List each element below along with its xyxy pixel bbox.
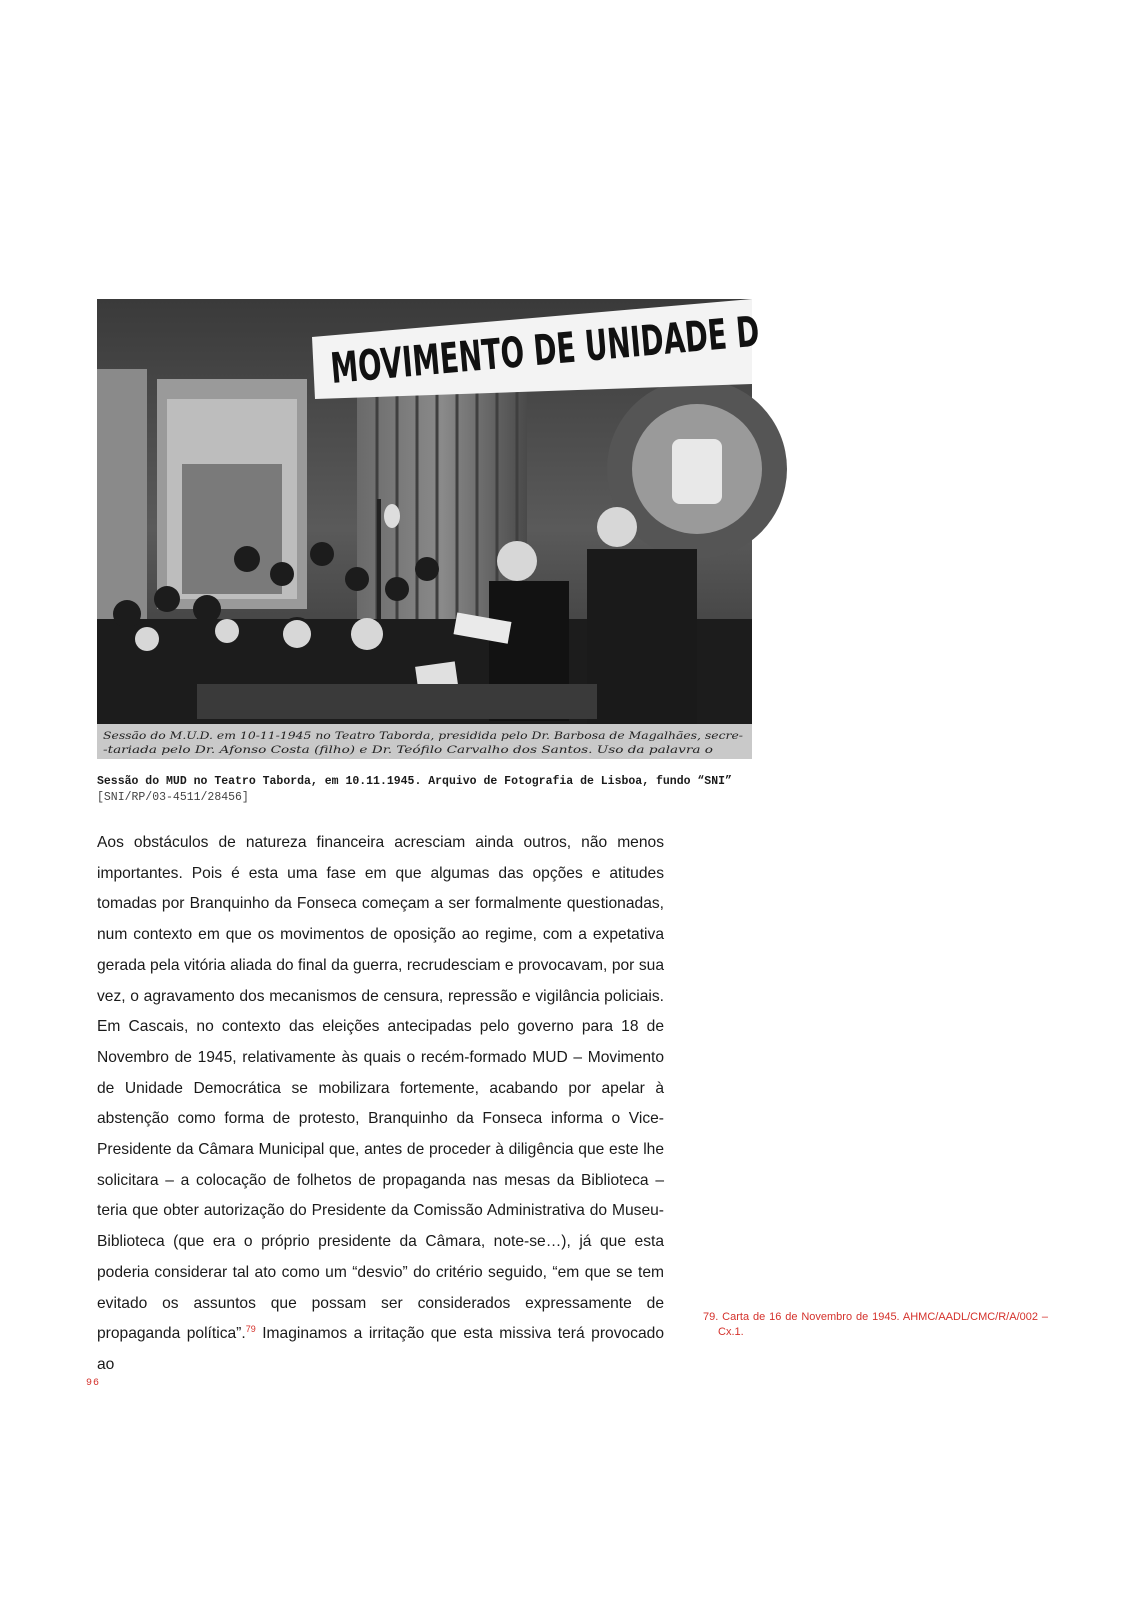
photo-illustration <box>97 287 983 759</box>
photo-caption <box>97 774 777 806</box>
historical-photo <box>97 287 983 759</box>
footnote-79: 79. Carta de 16 de Novembro de 1945. AHMC/AADL/CMC/R/A/002 –Cx.1. <box>703 1311 1048 1338</box>
body-paragraph <box>97 828 664 1381</box>
banner-text: MOVIMENTO DE UNIDADE D <box>328 287 983 393</box>
handwritten-note-line1: Sessão do M.U.D. em 10-11-1945 no Teatro Taborda, presidida pelo Dr. Barbosa de Magalhães, secre- <box>103 731 744 742</box>
caption-main: Sessão do MUD no Teatro Taborda, em 10.11.1945. Arquivo de Fotografia de Lisboa, fundo “SNI” <box>97 775 732 788</box>
page-number: 96 <box>86 1378 101 1389</box>
footnote-marker[interactable]: 79 <box>245 1324 256 1335</box>
body-text: Aos obstáculos de natureza financeira acresciam ainda outros, não menos importantes. Pois é esta uma fase em que algumas das opções e atitudes tomadas por Branquinho da Fonseca começam a ser formalmente questionadas, num contexto em que os movimentos de oposição ao regime, com a expetativa gerada pela vitória aliada do final da guerra, recrudesciam e provocavam, por sua vez, o agravamento dos mecanismos de censura, repressão e vigilância policiais. Em Cascais, no contexto das eleições antecipadas pelo governo para 18 de Novembro de 1945, relativamente às quais o recém-formado MUD – Movimento de Unidade Democrática se mobilizara fortemente, acabando por apelar à abstenção como forma de protesto, Branquinho da Fonseca informa o Vice-Presidente da Câmara Municipal que, antes de proceder à diligência que este lhe solicitara – a colocação de folhetos de propaganda nas mesas da Biblioteca – teria que obter autorização do Presidente da Comissão Administrativa do Museu-Biblioteca (que era o próprio presidente da Câmara, note-se…), já que esta poderia considerar tal ato como um “desvio” do critério seguido, “em que se tem evitado os assuntos que possam ser considerados expressamente de propaganda política”. <box>97 834 664 1343</box>
caption-reference: [SNI/RP/03-4511/28456] <box>97 791 249 804</box>
handwritten-note-line2: -tariada pelo Dr. Afonso Costa (filho) e Dr. Teófilo Carvalho dos Santos. Uso da palavra o <box>103 745 713 756</box>
body-text-continued: Imaginamos a irritação que esta missiva terá provocado ao <box>97 1325 664 1373</box>
